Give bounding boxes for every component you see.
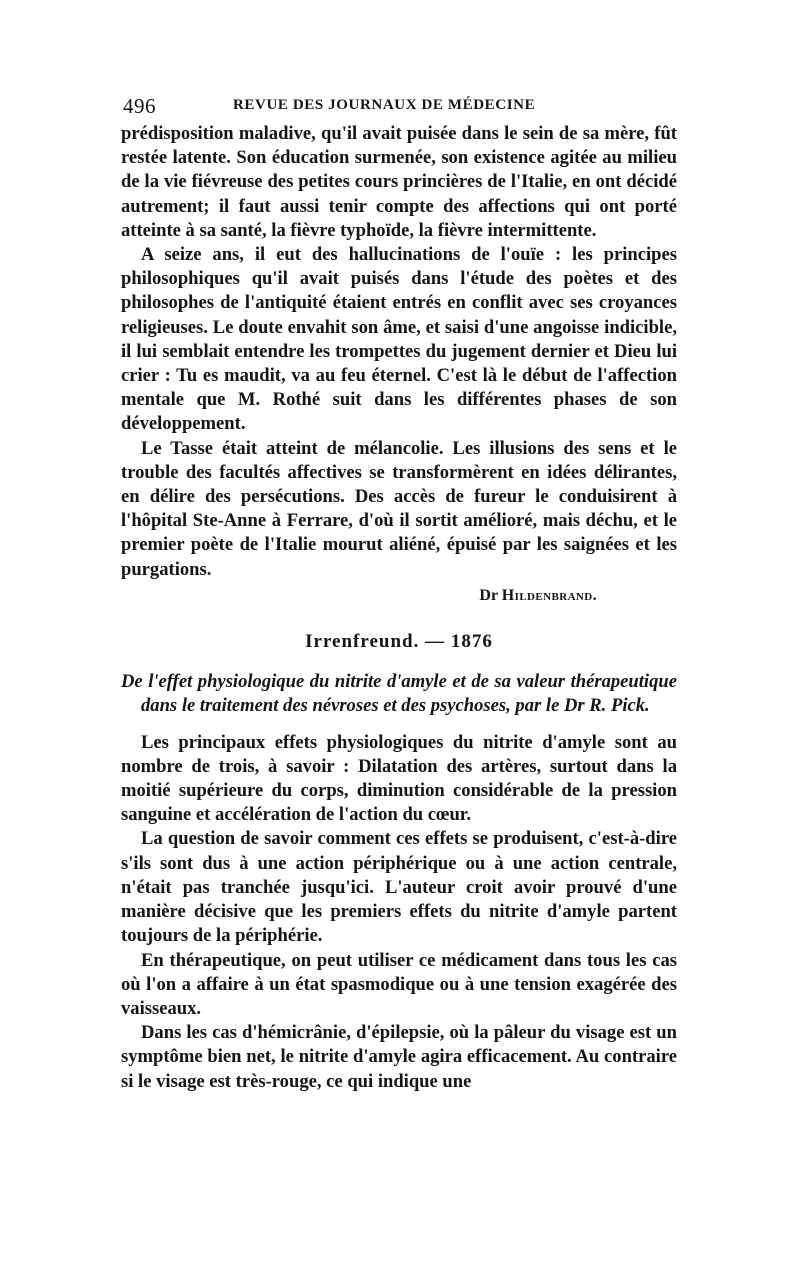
paragraph-hemicrania: Dans les cas d'hémicrânie, d'épilepsie, où la pâleur du visage est un symptôme bien net, le nitrite d'amyle agira efficacement. Au contraire si le visage est très-rouge, ce qui indique une [121,1022,677,1092]
author-signature [121,584,677,608]
book-page [121,94,677,1094]
article-title: De l'effet physiologique du nitrite d'amyle et de sa valeur thérapeutique dans le traitement des névroses et des psychoses, par le Dr R. Pick. [121,671,677,717]
paragraph-question: La question de savoir comment ces effets se produisent, c'est-à-dire s'ils sont dus à une action périphérique ou à une action centrale, n'était pas tranchée jusqu'ici. L'auteur croit avoir prouvé d'une manière décisive que les premiers effets du nitrite d'amyle partent toujours de la périphérie. [121,828,677,947]
running-title: REVUE DES JOURNAUX DE MÉDECINE [233,97,536,113]
paragraph-tasse: Le Tasse était atteint de mélancolie. Les illusions des sens et le trouble des facultés affectives se transformèrent en idées délirantes, en délire des persécutions. Des accès de fureur le conduisirent à l'hôpital Ste-Anne à Ferrare, d'où il sortit amélioré, mais déchu, et le premier poète de l'Italie mourut aliéné, épuisé par les saignées et les purgations. [121,437,677,580]
paragraph-therapeutics: En thérapeutique, on peut utiliser ce médicament dans tous les cas où l'on a affaire à un état spasmodique ou à une tension exagérée des vaisseaux. [121,949,677,1019]
paragraph-effects: Les principaux effets physiologiques du nitrite d'amyle sont au nombre de trois, à savoir : Dilatation des artères, surtout dans la moitié supérieure du corps, diminution considérable de la pression sanguine et accélération de l'action du cœur. [121,731,677,826]
paragraph-continuation: prédisposition maladive, qu'il avait puisée dans le sein de sa mère, fût restée latente. Son éducation surmenée, son existence agitée au milieu de la vie fiévreuse des petites cours princières de l'Italie, en ont décidé autrement; il faut aussi tenir compte des affections qui ont porté atteinte à sa santé, la fièvre typhoïde, la fièvre intermittente. [121,123,677,241]
page-header [121,94,677,122]
section-heading: Irrenfreund. — 1876 [305,631,493,653]
paragraph-hallucinations: A seize ans, il eut des hallucinations de l'ouïe : les principes philosophiques qu'il avait puisés dans l'étude des poètes et des philosophes de l'antiquité étaient entrés en conflit avec ses croyances religieuses. Le doute envahit son âme, et saisi d'une angoisse indicible, il lui semblait entendre les trompettes du jugement dernier et Dieu lui crier : Tu es maudit, va au feu éternel. C'est là le début de l'affection mentale que M. Rothé suit dans les différentes phases de son développement. [121,244,677,435]
signature-prefix: Dr [479,586,498,604]
signature-name: Hildenbrand. [501,586,597,604]
page-number: 496 [123,94,156,118]
page-body [121,122,677,1094]
